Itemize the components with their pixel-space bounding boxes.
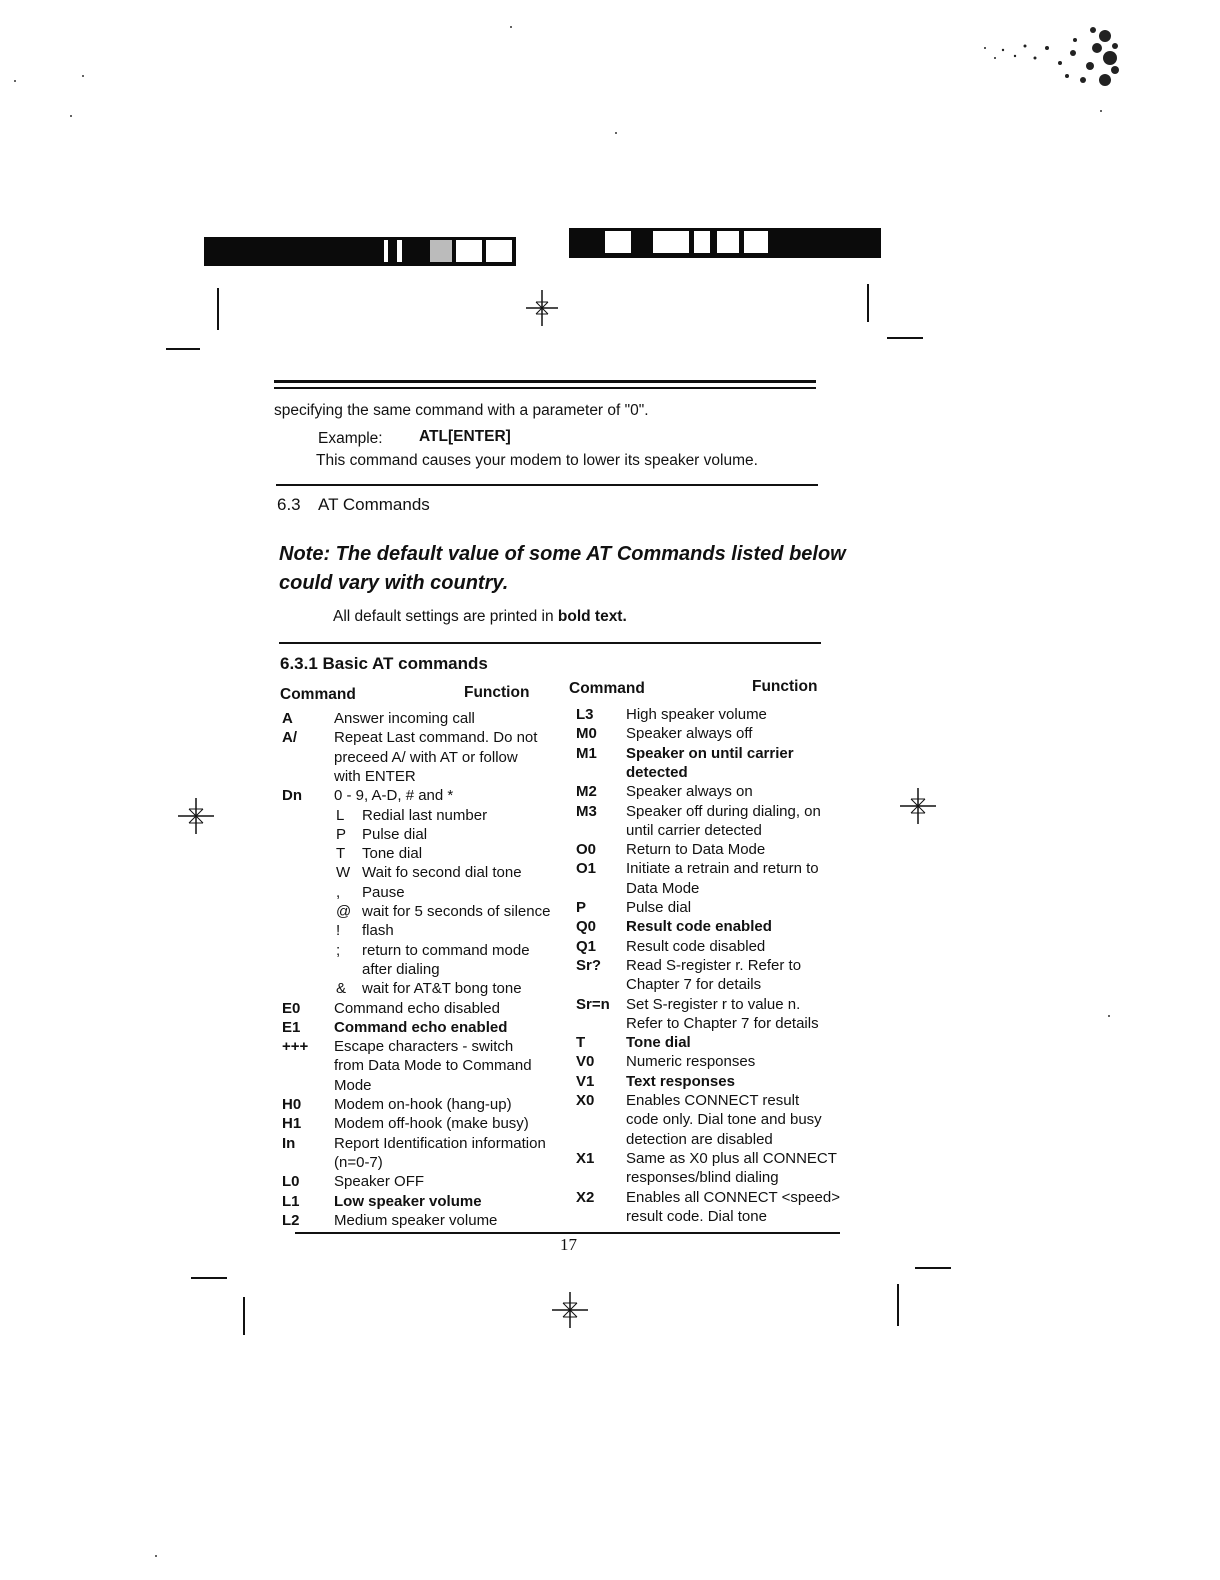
- command-function: from Data Mode to Command: [334, 1057, 532, 1075]
- left-header-function: Function: [464, 684, 530, 701]
- registration-target-icon: [898, 786, 938, 826]
- command-code: L1: [282, 1192, 300, 1210]
- command-code: X1: [576, 1149, 595, 1167]
- right-header-command: Command: [569, 680, 645, 697]
- command-function: with ENTER: [334, 767, 416, 785]
- command-function: Redial last number: [362, 806, 488, 824]
- table-row: [576, 705, 841, 724]
- command-function: Command echo enabled: [334, 1018, 508, 1036]
- command-code: In: [282, 1134, 296, 1152]
- table-row: [282, 786, 552, 805]
- command-code: T: [576, 1034, 586, 1052]
- table-row: [576, 724, 841, 743]
- right-command-table: [576, 705, 841, 1225]
- command-function: detected: [626, 763, 688, 781]
- table-row: [282, 728, 552, 786]
- page-number: 17: [560, 1235, 577, 1254]
- intro-line: specifying the same command with a parameter of "0".: [274, 402, 649, 419]
- command-function: Result code disabled: [626, 937, 766, 955]
- command-function: Speaker always on: [626, 783, 753, 801]
- command-function: Low speaker volume: [334, 1192, 482, 1210]
- section-title: AT Commands: [318, 495, 430, 514]
- command-function: detection are disabled: [626, 1130, 773, 1148]
- table-row: [282, 825, 552, 844]
- crop-mark: [897, 1284, 899, 1326]
- command-function: Wait fo second dial tone: [362, 864, 522, 882]
- command-function: Read S-register r. Refer to: [626, 956, 802, 974]
- table-row: [576, 1033, 841, 1052]
- table-row: [282, 1192, 552, 1211]
- dial-modifier: &: [336, 980, 347, 998]
- table-row: [282, 921, 552, 940]
- command-function: Return to Data Mode: [626, 841, 766, 859]
- table-row: [282, 1095, 552, 1114]
- table-row: [282, 1134, 552, 1173]
- footer-rule: [295, 1232, 840, 1234]
- command-function: High speaker volume: [626, 706, 767, 723]
- left-header-command: Command: [280, 686, 356, 703]
- header-rule: [274, 380, 816, 383]
- intro-line: This command causes your modem to lower its speaker volume.: [316, 452, 758, 469]
- command-code: V1: [576, 1072, 595, 1090]
- command-function: Text responses: [626, 1072, 735, 1090]
- table-row: [576, 782, 841, 801]
- dial-modifier: ;: [336, 941, 341, 959]
- command-function: Tone dial: [362, 845, 423, 863]
- command-function: Enables all CONNECT <speed>: [626, 1188, 840, 1206]
- command-code: Q1: [576, 937, 597, 955]
- command-function: Command echo disabled: [334, 999, 500, 1017]
- example-label: Example:: [318, 430, 383, 447]
- command-function: Tone dial: [626, 1034, 691, 1052]
- command-code: A/: [282, 729, 297, 747]
- defaults-bold: bold text.: [557, 608, 627, 625]
- command-code: V0: [576, 1053, 595, 1071]
- command-function: Report Identification information: [334, 1134, 546, 1152]
- header-rule: [274, 387, 816, 389]
- section-rule: [276, 484, 818, 486]
- table-row: [282, 902, 552, 921]
- command-function: Speaker on until carrier: [626, 744, 794, 762]
- subsection-rule: [279, 642, 821, 644]
- table-row: [576, 802, 841, 841]
- command-function: Result code enabled: [626, 918, 772, 936]
- example-value: ATL[ENTER]: [419, 428, 511, 445]
- table-row: [576, 1091, 841, 1149]
- table-row: [282, 806, 552, 825]
- command-function: Escape characters - switch: [334, 1038, 514, 1056]
- command-function: Speaker OFF: [334, 1173, 425, 1191]
- command-function: Same as X0 plus all CONNECT: [626, 1149, 837, 1167]
- right-header-function: Function: [752, 678, 818, 695]
- table-row: [282, 863, 552, 882]
- command-function: wait for 5 seconds of silence: [362, 903, 551, 920]
- command-code: Sr=n: [576, 995, 610, 1013]
- command-function: wait for AT&T bong tone: [362, 980, 522, 998]
- table-row: [282, 883, 552, 902]
- command-function: Repeat Last command. Do not: [334, 729, 538, 747]
- dial-modifier: T: [336, 845, 346, 863]
- table-row: [576, 898, 841, 917]
- section-number: 6.3: [277, 495, 301, 514]
- command-code: Q0: [576, 918, 597, 936]
- dial-modifier: P: [336, 825, 347, 843]
- command-function: flash: [362, 922, 394, 940]
- scan-noise: [955, 18, 1125, 113]
- dial-modifier: ,: [336, 883, 341, 901]
- table-row: [282, 1114, 552, 1133]
- command-code: L3: [576, 706, 594, 723]
- command-code: E0: [282, 999, 301, 1017]
- command-function: 0 - 9, A-D, # and *: [334, 787, 454, 805]
- crop-mark: [243, 1297, 245, 1335]
- table-row: [576, 744, 841, 783]
- command-code: X2: [576, 1188, 595, 1206]
- table-row: [282, 1018, 552, 1037]
- command-function: Mode: [334, 1076, 372, 1094]
- dial-modifier: @: [336, 903, 352, 920]
- crop-mark: [191, 1277, 227, 1279]
- table-row: [576, 956, 841, 995]
- note-line: could vary with country.: [279, 572, 509, 594]
- command-function: return to command mode: [362, 941, 530, 959]
- command-function: Pulse dial: [626, 899, 692, 916]
- table-row: [282, 844, 552, 863]
- command-function: Set S-register r to value n.: [626, 995, 801, 1013]
- table-row: [282, 709, 552, 728]
- crop-mark: [887, 337, 923, 339]
- command-function: result code. Dial tone: [626, 1207, 767, 1225]
- command-function: Answer incoming call: [334, 710, 475, 727]
- command-function: (n=0-7): [334, 1153, 383, 1171]
- command-code: +++: [282, 1038, 309, 1056]
- command-code: Sr?: [576, 956, 602, 974]
- table-row: [576, 937, 841, 956]
- command-code: L2: [282, 1211, 300, 1229]
- command-function: preceed A/ with AT or follow: [334, 748, 518, 766]
- table-row: [282, 1037, 552, 1095]
- table-row: [282, 1172, 552, 1191]
- command-function: until carrier detected: [626, 821, 762, 839]
- left-command-table: [282, 709, 552, 1229]
- table-row: [282, 979, 552, 998]
- command-function: Chapter 7 for details: [626, 976, 762, 994]
- command-function: Modem off-hook (make busy): [334, 1115, 529, 1133]
- table-row: [576, 917, 841, 936]
- subsection-title: 6.3.1 Basic AT commands: [280, 654, 488, 673]
- registration-target-icon: [176, 796, 216, 836]
- crop-mark: [867, 284, 869, 322]
- table-row: [576, 859, 841, 898]
- registration-bar-right: [569, 228, 881, 258]
- note-line: Note: The default value of some AT Commands listed below: [279, 543, 846, 565]
- command-function: Numeric responses: [626, 1053, 756, 1071]
- crop-mark: [166, 348, 200, 350]
- table-row: [282, 999, 552, 1018]
- command-code: M3: [576, 802, 597, 820]
- registration-target-icon: [550, 1290, 590, 1330]
- table-row: [576, 1072, 841, 1091]
- command-function: Medium speaker volume: [334, 1211, 498, 1229]
- defaults-line: [333, 608, 627, 626]
- dial-modifier: W: [336, 864, 351, 882]
- command-function: Pause: [362, 883, 405, 901]
- command-function: Enables CONNECT result: [626, 1092, 800, 1109]
- command-code: M0: [576, 725, 597, 743]
- command-code: X0: [576, 1092, 595, 1109]
- command-function: Modem on-hook (hang-up): [334, 1096, 512, 1113]
- command-code: M2: [576, 783, 597, 801]
- dial-modifier: L: [336, 806, 345, 824]
- command-function: code only. Dial tone and busy: [626, 1111, 822, 1129]
- table-row: [576, 1149, 841, 1188]
- crop-mark: [915, 1267, 951, 1269]
- command-code: M1: [576, 744, 597, 762]
- command-code: Dn: [282, 787, 302, 805]
- table-row: [576, 1188, 841, 1227]
- table-row: [282, 941, 552, 980]
- command-code: O0: [576, 841, 597, 859]
- command-function: Initiate a retrain and return to: [626, 860, 819, 878]
- crop-mark: [217, 288, 219, 330]
- table-row: [576, 995, 841, 1034]
- command-function: responses/blind dialing: [626, 1169, 779, 1187]
- registration-target-icon: [522, 288, 562, 328]
- command-function: Speaker off during dialing, on: [626, 802, 821, 820]
- command-function: Data Mode: [626, 879, 700, 897]
- table-row: [576, 840, 841, 859]
- command-code: P: [576, 899, 587, 916]
- command-code: H0: [282, 1096, 302, 1113]
- command-function: Speaker always off: [626, 725, 753, 743]
- command-code: E1: [282, 1018, 301, 1036]
- defaults-text: All default settings are printed in: [333, 608, 554, 625]
- command-code: A: [282, 710, 293, 727]
- command-code: L0: [282, 1173, 300, 1191]
- command-function: Refer to Chapter 7 for details: [626, 1014, 819, 1032]
- command-function: after dialing: [362, 960, 440, 978]
- dial-modifier: !: [336, 922, 341, 940]
- table-row: [282, 1211, 552, 1230]
- table-row: [576, 1052, 841, 1071]
- command-function: Pulse dial: [362, 825, 428, 843]
- command-code: O1: [576, 860, 597, 878]
- command-code: H1: [282, 1115, 302, 1133]
- registration-bar-left: [204, 237, 516, 266]
